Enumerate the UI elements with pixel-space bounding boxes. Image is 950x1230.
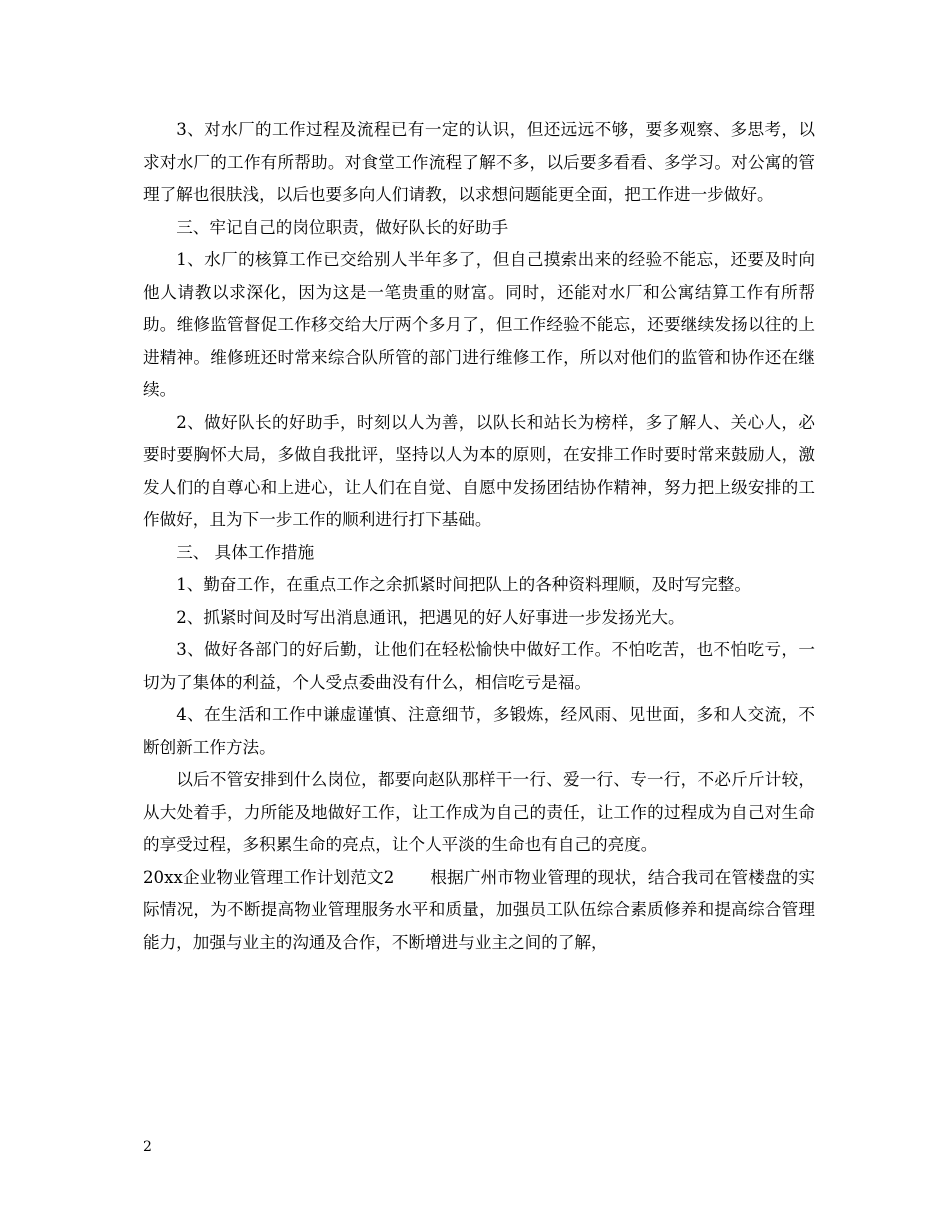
closing-paragraph: 以后不管安排到什么岗位，都要向赵队那样干一行、爱一行、专一行，不必斤斤计较，从大处着手，力所能及地做好工作，让工作成为自己的责任，让工作的过程成为自己对生命的享受过程，多积累生命的亮点，让个人平淡的生命也有自己的亮度。 xyxy=(143,770,815,854)
measure-item-2: 2、抓紧时间及时写出消息通讯，把遇见的好人好事进一步发扬光大。 xyxy=(176,607,685,627)
paragraph-item-1: 1、水厂的核算工作已交给别人半年多了，但自己摸索出来的经验不能忘，还要及时向他人请教以求深化，因为这是一笔贵重的财富。同时，还能对水厂和公寓结算工作有所帮助。维修监管督促工作移交给大厅两个多月了，但工作经验不能忘，还要继续发扬以往的上进精神。维修班还时常来综合队所管的部门进行维修工作，所以对他们的监管和协作还在继续。 xyxy=(143,250,815,399)
section-body: 根据广州市物业管理的现状，结合我司在管楼盘的实际情况，为不断提高物业管理服务水平和质量，加强员工队伍综合素质修养和提高综合管理能力，加强与业主的沟通及合作，不断增进与业主之间的了解， xyxy=(143,867,816,952)
paragraph-item-3: 3、对水厂的工作过程及流程已有一定的认识，但还远远不够，要多观察、多思考，以求对水厂的工作有所帮助。对食堂工作流程了解不多，以后要多看看、多学习。对公寓的管理了解也很肤浅，以后也要多向人们请教，以求想问题能更全面，把工作进一步做好。 xyxy=(143,120,815,204)
page-number: 2 xyxy=(143,1139,152,1155)
document-body xyxy=(143,114,815,959)
measure-item-4: 4、在生活和工作中谦虚谨慎、注意细节，多锻炼，经风雨、见世面，多和人交流，不断创新工作方法。 xyxy=(143,705,815,757)
measure-item-3: 3、做好各部门的好后勤，让他们在轻松愉快中做好工作。不怕吃苦，也不怕吃亏，一切为了集体的利益，个人受点委曲没有什么，相信吃亏是福。 xyxy=(143,640,815,692)
section-paragraph xyxy=(143,862,815,960)
section-heading-measures: 三、 具体工作措施 xyxy=(176,542,315,562)
measure-item-1: 1、勤奋工作，在重点工作之余抓紧时间把队上的各种资料理顺，及时写完整。 xyxy=(176,575,751,594)
section-title: 20xx企业物业管理工作计划范文2 xyxy=(143,867,395,887)
paragraph-item-2: 2、做好队长的好助手，时刻以人为善，以队长和站长为榜样，多了解人、关心人，必要时要胸怀大局，多做自我批评，坚持以人为本的原则，在安排工作时要时常来鼓励人，激发人们的自尊心和上进心，让人们在自觉、自愿中发扬团结协作精神，努力把上级安排的工作做好，且为下一步工作的顺利进行打下基础。 xyxy=(143,412,815,529)
section-heading-duties: 三、牢记自己的岗位职责，做好队长的好助手 xyxy=(176,217,509,237)
